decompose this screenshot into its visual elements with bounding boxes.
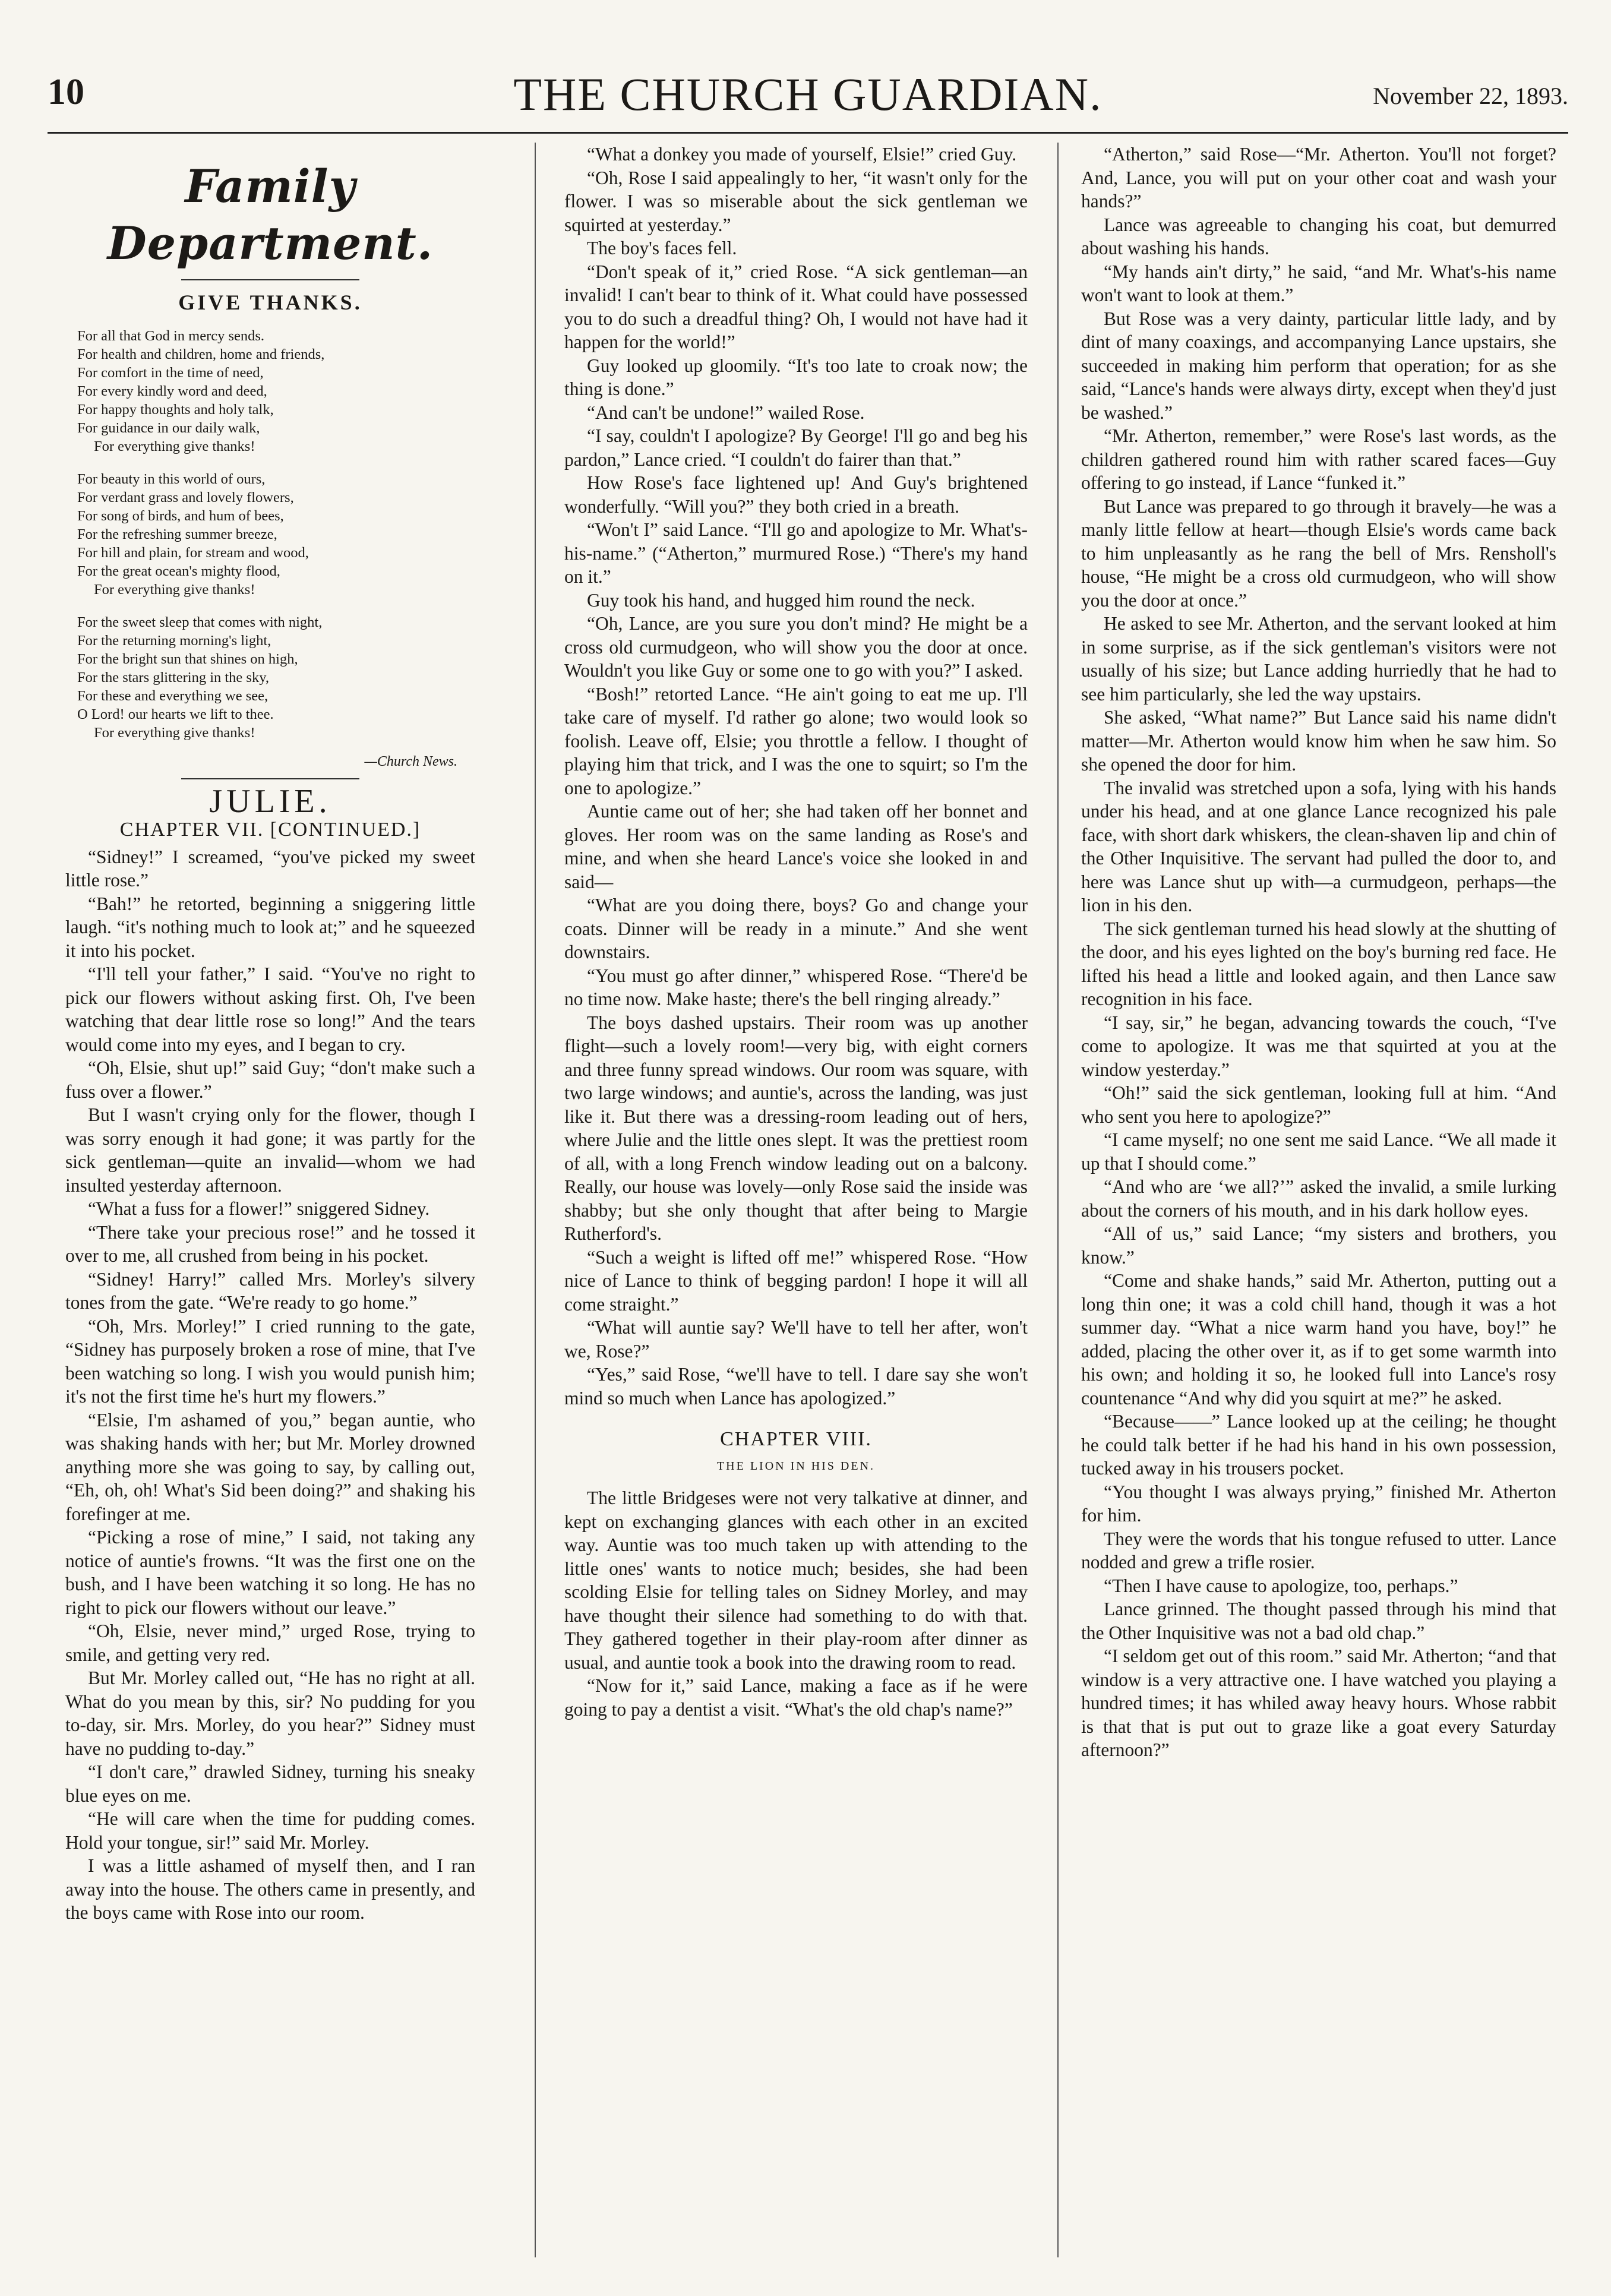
story-paragraph: “What are you doing there, boys? Go and change your coats. Dinner will be ready in a minute.” And she went downstairs. <box>564 895 1028 962</box>
poem-credit: —Church News. <box>364 753 457 769</box>
story-paragraph: “Mr. Atherton, remember,” were Rose's last words, as the children gathered round him with rather scared faces—Guy offering to go instead, if Lance “funked it.” <box>1081 425 1556 493</box>
poem-refrain: For everything give thanks! <box>94 724 255 741</box>
story-paragraph: “Then I have cause to apologize, too, perhaps.” <box>1104 1575 1458 1596</box>
story-paragraph: “Because——” Lance looked up at the ceiling; he thought he could talk better if he had his hand in his own possession, tucked away in his trousers pocket. <box>1081 1411 1556 1479</box>
story-paragraph: Guy took his hand, and hugged him round the neck. <box>587 589 975 611</box>
poem-stanza <box>77 470 475 599</box>
story-paragraph: The little Bridgeses were not very talkative at dinner, and kept on exchanging glances with each other in an excited way. Auntie was too much taken up with attending to the little ones' wants to notice much; besides, she had been scolding Elsie for telling tales on Sidney Morley, and may have thought their silence had something to do with that. They gathered together in their play-room after dinner as usual, and auntie took a book into the drawing room to read. <box>564 1487 1028 1673</box>
poem-refrain: For everything give thanks! <box>94 581 255 598</box>
story-paragraph: They were the words that his tongue refused to utter. Lance nodded and grew a trifle rosier. <box>1081 1528 1556 1572</box>
poem-stanza <box>77 613 475 742</box>
chapter-subtitle: THE LION IN HIS DEN. <box>716 1459 876 1473</box>
story-paragraph: But I wasn't crying only for the flower, though I was sorry enough it had gone; it was partly for the sick gentleman—quite an invalid—whom we had insulted yesterday afternoon. <box>65 1104 475 1196</box>
story-paragraph: The boys dashed upstairs. Their room was up another flight—such a lovely room!—very big, with eight corners and three funny spread windows. Our room was square, with two large windows; and auntie's, across the landing, was just like it. But there was a dressing-room leading out of hers, where Julie and the little ones slept. It was the prettiest room of all, with a long French window leading out on a balcony. Really, our house was lovely—only Rose said the inside was shabby; but she only thought that after being to Margie Rutherford's. <box>564 1012 1028 1244</box>
poem-stanza <box>77 327 475 456</box>
story-paragraph: But Mr. Morley called out, “He has no right at all. What do you mean by this, sir? No pudding for you to-day, sir. Mrs. Morley, do you hear?” Sidney must have no pudding to-day.” <box>65 1667 475 1759</box>
poem-line: For comfort in the time of need, <box>77 364 264 381</box>
story-paragraph: “Such a weight is lifted off me!” whispered Rose. “How nice of Lance to think of begging pardon! I hope it will all come straight.” <box>564 1246 1028 1315</box>
story-paragraph: I was a little ashamed of myself then, and I ran away into the house. The others came in presently, and the boys came with Rose into our room. <box>65 1855 475 1923</box>
story-paragraph: The sick gentleman turned his head slowly at the shutting of the door, and his eyes lighted on the boy's burning red face. He lifted his head a little and looked again, and then Lance saw recognition in his face. <box>1081 918 1556 1009</box>
story-paragraph: “What a fuss for a flower!” sniggered Sidney. <box>88 1198 430 1219</box>
story-paragraph: “Oh, Lance, are you sure you don't mind? He might be a cross old curmudgeon, who will show you the door at once. Wouldn't you like Guy or some one to go with you?” I asked. <box>564 613 1028 681</box>
story-title: JULIE. <box>209 782 331 820</box>
chapter-heading: CHAPTER VII. [CONTINUED.] <box>119 819 421 841</box>
column-1 <box>65 143 475 2257</box>
poem-line: For hill and plain, for stream and wood, <box>77 544 309 561</box>
story-paragraph: “Yes,” said Rose, “we'll have to tell. I dare say she won't mind so much when Lance has apologized.” <box>564 1364 1028 1408</box>
chapter-heading: CHAPTER VIII. <box>720 1428 872 1450</box>
story-paragraph: “Atherton,” said Rose—“Mr. Atherton. You'll not forget? And, Lance, you will put on your other coat and wash your hands?” <box>1081 144 1556 211</box>
column-3 <box>1081 143 1556 2257</box>
poem-line: For song of birds, and hum of bees, <box>77 507 284 524</box>
poem-line: For health and children, home and friends, <box>77 346 325 362</box>
poem-line: For verdant grass and lovely flowers, <box>77 489 294 506</box>
story-paragraph: “All of us,” said Lance; “my sisters and brothers, you know.” <box>1081 1223 1556 1268</box>
story-paragraph: Lance was agreeable to changing his coat, but demurred about washing his hands. <box>1081 214 1556 258</box>
story-paragraph: “Oh, Elsie, never mind,” urged Rose, trying to smile, and getting very red. <box>65 1621 475 1665</box>
story-paragraph: “Oh, Rose I said appealingly to her, “it wasn't only for the flower. I was so miserable about the sick gentleman we squirted at yesterday.” <box>564 167 1028 235</box>
story-paragraph: Lance grinned. The thought passed through his mind that the Other Inquisitive was not a bad old chap.” <box>1081 1599 1556 1643</box>
story-paragraph: “There take your precious rose!” and he tossed it over to me, all crushed from being in his pocket. <box>65 1221 475 1266</box>
poem-line: For the stars glittering in the sky, <box>77 669 269 686</box>
poem-line: For beauty in this world of ours, <box>77 470 266 487</box>
story-paragraph: “Oh, Mrs. Morley!” I cried running to the gate, “Sidney has purposely broken a rose of mine, that I've been watching so long. I wish you would punish him; it's not the first time he's hurt my flowers.” <box>65 1315 475 1407</box>
column-divider <box>535 143 536 2257</box>
story-paragraph: “I don't care,” drawled Sidney, turning his sneaky blue eyes on me. <box>65 1761 475 1806</box>
story-paragraph: The invalid was stretched upon a sofa, lying with his hands under his head, and at one glance Lance recognized his pale face, with short dark whiskers, the clean-shaven lip and chin of the Other Inquisitive. The servant had pulled the door to, and here was Lance shut up with—a curmudgeon, perhaps—the lion in his den. <box>1081 777 1556 915</box>
story-paragraph: “Picking a rose of mine,” I said, not taking any notice of auntie's frowns. “It was the first one on the bush, and I have been watching it so long. He has no right to pick our flowers without our leave.” <box>65 1527 475 1618</box>
paper-title: THE CHURCH GUARDIAN. <box>513 68 1103 120</box>
poem-line: For guidance in our daily walk, <box>77 419 260 436</box>
story-paragraph: “Sidney!” I screamed, “you've picked my sweet little rose.” <box>65 846 475 890</box>
story-paragraph: “And can't be undone!” wailed Rose. <box>587 402 865 423</box>
header-rule <box>48 132 1568 134</box>
story-paragraph: “I came myself; no one sent me said Lance. “We all made it up that I should come.” <box>1081 1129 1556 1174</box>
story-paragraph: “You thought I was always prying,” finished Mr. Atherton for him. <box>1081 1481 1556 1526</box>
story-paragraph: Auntie came out of her; she had taken off her bonnet and gloves. Her room was on the same landing as Rose's and mine, and when she heard Lance's voice she looked in and said— <box>564 801 1028 892</box>
story-paragraph: But Lance was prepared to go through it bravely—he was a manly little fellow at heart—though Elsie's words came back to him unpleasantly as he rang the bell of Mrs. Rensholl's house, “He might be a cross old curmudgeon, who will show you the door at once.” <box>1081 495 1556 611</box>
story-paragraph: She asked, “What name?” But Lance said his name didn't matter—Mr. Atherton would know him when he saw him. So she opened the door for him. <box>1081 707 1556 775</box>
poem-title: GIVE THANKS. <box>178 290 362 314</box>
story-paragraph: He asked to see Mr. Atherton, and the servant looked at him in some surprise, as if the sick gentleman's visitors were not usually of his size; but Lance adding hurriedly that he had to see him particularly, she led the way upstairs. <box>1081 613 1556 705</box>
story-paragraph: “What will auntie say? We'll have to tell her after, won't we, Rose?” <box>564 1317 1028 1362</box>
story-paragraph: “I seldom get out of this room.” said Mr. Atherton; “and that window is a very attractive one. I have watched you playing a hundred times; it has whiled away heavy hours. Whose rabbit is that that is put out to graze like a goat every Saturday afternoon?” <box>1081 1646 1556 1760</box>
story-paragraph: “My hands ain't dirty,” he said, “and Mr. What's-his name won't want to look at them.” <box>1081 261 1556 305</box>
poem <box>65 327 475 771</box>
story-paragraph: “What a donkey you made of yourself, Elsie!” cried Guy. <box>587 144 1017 165</box>
poem-line: For happy thoughts and holy talk, <box>77 401 274 418</box>
story-paragraph: “And who are ‘we all?’” asked the invalid, a smile lurking about the corners of his mouth, and in his dark hollow eyes. <box>1081 1176 1556 1221</box>
story-paragraph: “Don't speak of it,” cried Rose. “A sick gentleman—an invalid! I can't bear to think of it. What could have possessed you to do such a dreadful thing? Oh, I would not have had it happen for the world!” <box>564 261 1028 352</box>
story-paragraph: Guy looked up gloomily. “It's too late to croak now; the thing is done.” <box>564 355 1028 399</box>
department-heading: Family Department. <box>107 160 434 270</box>
section-rule <box>181 778 359 779</box>
story-paragraph: The boy's faces fell. <box>587 238 737 258</box>
poem-line: For the refreshing summer breeze, <box>77 526 277 542</box>
poem-line: For the great ocean's mighty flood, <box>77 563 280 579</box>
story-paragraph: “You must go after dinner,” whispered Rose. “There'd be no time now. Make haste; there's the bell ringing already.” <box>564 965 1028 1009</box>
poem-line: For the sweet sleep that comes with night, <box>77 614 323 630</box>
story-paragraph: “Oh!” said the sick gentleman, looking full at him. “And who sent you here to apologize?” <box>1081 1082 1556 1127</box>
poem-line: For the bright sun that shines on high, <box>77 650 298 667</box>
story-paragraph: “Bah!” he retorted, beginning a sniggering little laugh. “it's nothing much to look at;” and he squeezed it into his pocket. <box>65 893 475 961</box>
column-2 <box>564 143 1028 2257</box>
issue-date: November 22, 1893. <box>1373 83 1568 109</box>
spacer <box>564 1410 1028 1426</box>
poem-line: For every kindly word and deed, <box>77 383 267 399</box>
poem-line: O Lord! our hearts we lift to thee. <box>77 706 274 722</box>
poem-line: For all that God in mercy sends. <box>77 327 265 344</box>
story-paragraph: “I'll tell your father,” I said. “You've no right to pick our flowers without asking first. Oh, I've been watching that dear little rose so long!” And the tears would come into my eyes, and I began to cry. <box>65 964 475 1055</box>
story-paragraph: “Come and shake hands,” said Mr. Atherton, putting out a long thin one; it was a cold chill hand, though it was a hot summer day. “What a nice warm hand you have, boy!” he added, placing the other over it, as if to get some warmth into his own; and holding it so, he looked full into Lance's rosy countenance “And why did you squirt at me?” he asked. <box>1081 1270 1556 1408</box>
story-paragraph: “He will care when the time for pudding comes. Hold your tongue, sir!” said Mr. Morley. <box>65 1808 475 1853</box>
story-paragraph: “Elsie, I'm ashamed of you,” began auntie, who was shaking hands with her; but Mr. Morley drowned anything more she was going to say, by calling out, “Eh, oh, oh! What's Sid been doing?” and shaking his forefinger at me. <box>65 1409 475 1524</box>
poem-line: For these and everything we see, <box>77 687 268 704</box>
poem-refrain: For everything give thanks! <box>94 438 255 454</box>
story-paragraph: “Oh, Elsie, shut up!” said Guy; “don't make such a fuss over a flower.” <box>65 1057 475 1102</box>
story-paragraph: But Rose was a very dainty, particular little lady, and by dint of many coaxings, and accompanying Lance upstairs, she succeeded in making him perform that operation; for as she said, “Lance's hands were always dirty, except when they'd just be washed.” <box>1081 308 1556 423</box>
section-rule <box>181 279 359 280</box>
story-paragraph: “Won't I” said Lance. “I'll go and apologize to Mr. What's-his-name.” (“Atherton,” murmured Rose.) “There's my hand on it.” <box>564 519 1028 587</box>
story-paragraph: “Now for it,” said Lance, making a face as if he were going to pay a dentist a visit. “What's the old chap's name?” <box>564 1675 1028 1720</box>
column-divider <box>1057 143 1059 2257</box>
story-paragraph: “I say, couldn't I apologize? By George! I'll go and beg his pardon,” Lance cried. “I couldn't do fairer than that.” <box>564 425 1028 470</box>
story-paragraph: “Sidney! Harry!” called Mrs. Morley's silvery tones from the gate. “We're ready to go home.” <box>65 1268 475 1313</box>
page-number: 10 <box>48 72 84 112</box>
poem-line: For the returning morning's light, <box>77 632 271 649</box>
story-paragraph: “I say, sir,” he began, advancing towards the couch, “I've come to apologize. It was me that squirted at you at the window yesterday.” <box>1081 1012 1556 1080</box>
story-paragraph: How Rose's face lightened up! And Guy's brightened wonderfully. “Will you?” they both cried in a breath. <box>564 472 1028 517</box>
masthead <box>48 68 1568 125</box>
story-paragraph: “Bosh!” retorted Lance. “He ain't going to eat me up. I'll take care of myself. I'd rather go alone; two would look so foolish. Leave off, Elsie; you throttle a fellow. I thought of playing him that trick, and I was the one to squirt; so I'm the one to apologize.” <box>564 683 1028 798</box>
